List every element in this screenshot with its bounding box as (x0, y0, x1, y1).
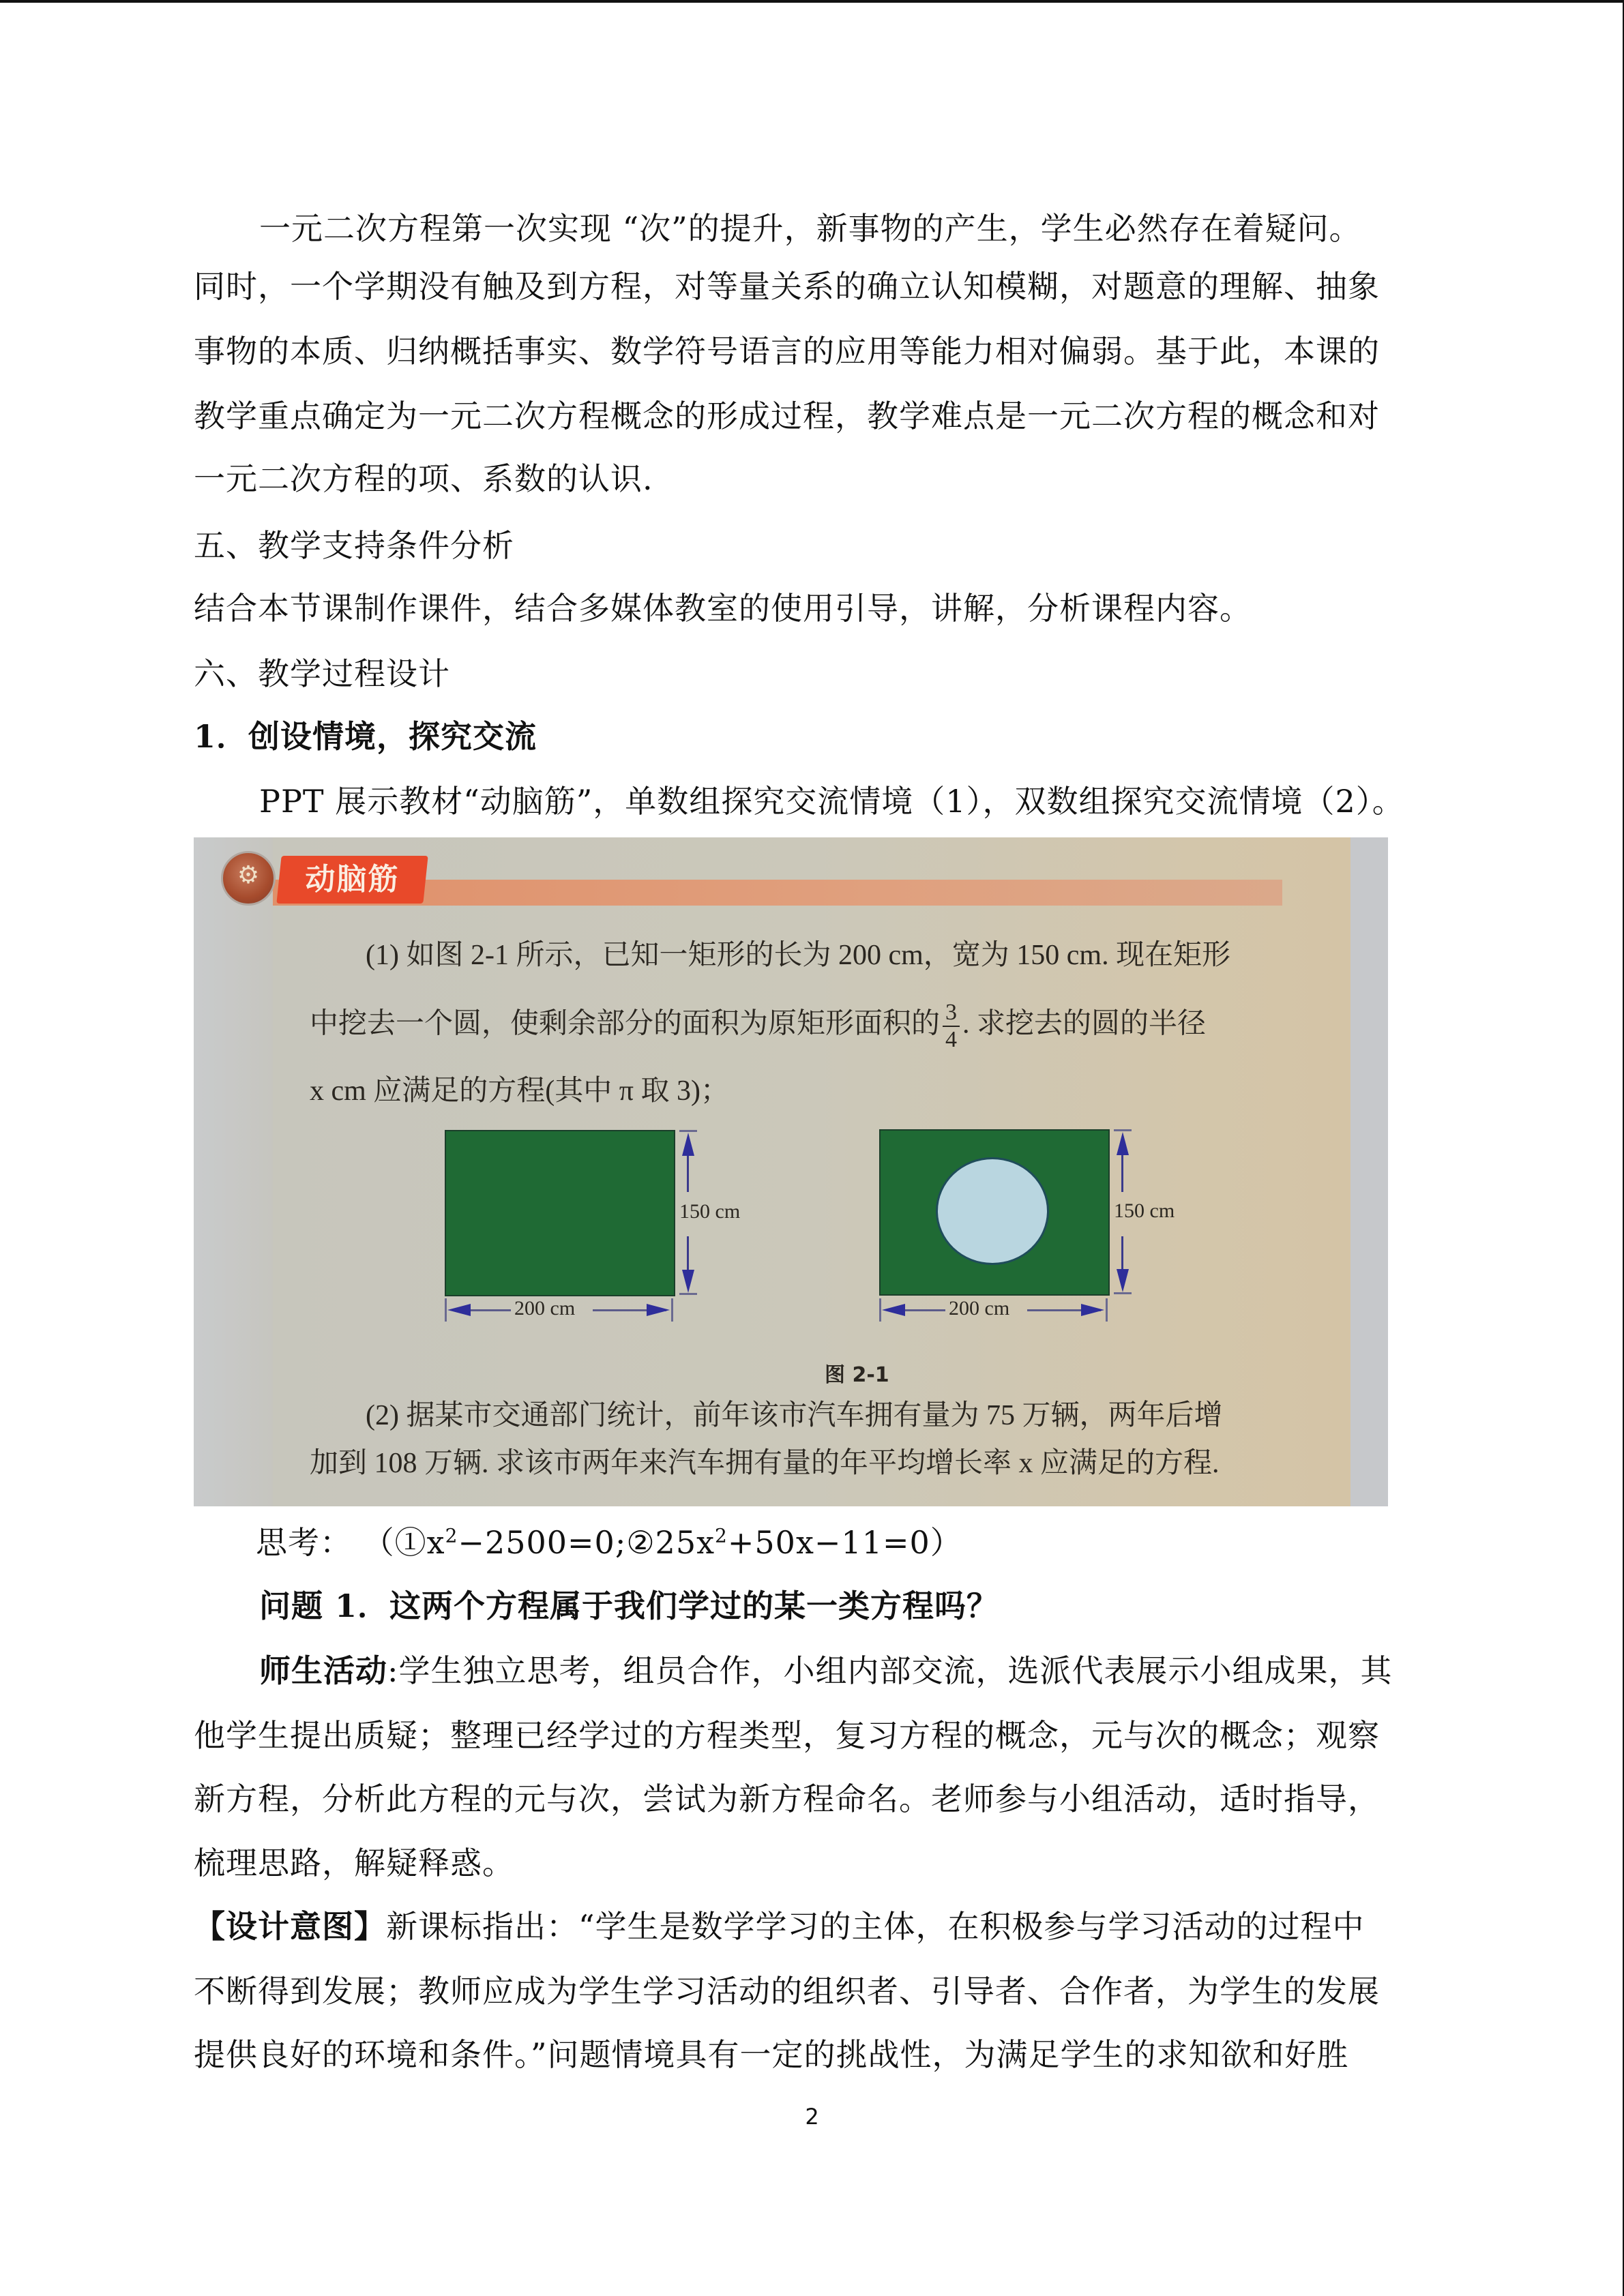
width-label-2: 200 cm (949, 1297, 1010, 1320)
exponent: 2 (445, 1524, 458, 1547)
section-6-heading: 六、教学过程设计 (194, 655, 450, 692)
activity-line-4: 梳理思路，解疑释惑。 (194, 1845, 514, 1881)
textbook-photo (194, 837, 1388, 1506)
think-label: 思考： (256, 1524, 352, 1561)
intro-line-4: 教学重点确定为一元二次方程概念的形成过程，教学难点是一元二次方程的概念和对 (194, 398, 1380, 434)
arrow-left-icon (882, 1304, 905, 1316)
arrow-right-icon (1081, 1304, 1104, 1316)
activity-text-1: :学生独立思考，组员合作，小组内部交流，选派代表展示小组成果，其 (387, 1652, 1393, 1689)
arrow-left-icon (447, 1304, 471, 1316)
tick-left-2 (879, 1298, 881, 1322)
gears-icon: ⚙ (221, 851, 276, 906)
think-line (256, 1522, 962, 1563)
fraction-numerator: 3 (943, 1000, 960, 1027)
equation-2-rest: +50x−11=0） (727, 1524, 962, 1561)
design-intent-label: 【设计意图】 (194, 1908, 386, 1945)
width-label: 200 cm (514, 1297, 576, 1320)
section-5-heading: 五、教学支持条件分析 (194, 527, 514, 564)
activity-label: 师生活动 (259, 1652, 387, 1689)
think-equations (363, 1524, 962, 1561)
tick-top-2 (1114, 1129, 1132, 1131)
fraction-three-quarters (943, 1000, 960, 1053)
problem-1-line-1: (1) 如图 2-1 所示，已知一矩形的长为 200 cm，宽为 150 cm. 现在矩形 (366, 940, 1231, 971)
tick-right-2 (1106, 1298, 1108, 1322)
intro-line-1: 一元二次方程第一次实现 “次”的提升，新事物的产生，学生必然存在着疑问。 (259, 210, 1361, 247)
intro-line-3: 事物的本质、归纳概括事实、数学符号语言的应用等能力相对偏弱。基于此，本课的 (194, 333, 1380, 370)
exponent: 2 (715, 1524, 728, 1547)
design-intent-line-3: 提供良好的环境和条件。”问题情境具有一定的挑战性，为满足学生的求知欲和好胜 (194, 2036, 1349, 2073)
section-badge (276, 856, 428, 904)
green-rectangle (445, 1130, 675, 1296)
intro-line-2: 同时，一个学期没有触及到方程，对等量关系的确立认知模糊，对题意的理解、抽象 (194, 268, 1380, 305)
arrow-right-icon (647, 1304, 670, 1316)
height-label: 150 cm (679, 1200, 741, 1223)
tick-right (671, 1298, 673, 1322)
tick-top (679, 1130, 697, 1132)
photo-right-margin (1350, 837, 1388, 1506)
intro-line-5: 一元二次方程的项、系数的认识. (194, 460, 653, 497)
problem-1-line-3: x cm 应满足的方程(其中 π 取 3)； (310, 1075, 729, 1107)
activity-line-1 (259, 1650, 1393, 1691)
problem-1-text-a: 中挖去一个圆，使剩余部分的面积为原矩形面积的 (310, 1008, 941, 1040)
page-top-border (0, 0, 1624, 3)
circle-hole (936, 1157, 1049, 1265)
design-intent-line-1 (194, 1906, 1365, 1947)
equation-1-start: （①x (362, 1524, 445, 1561)
photo-left-margin (194, 837, 273, 1506)
figure-caption: 图 2-1 (825, 1363, 889, 1387)
activity-line-3: 新方程，分析此方程的元与次，尝试为新方程命名。老师参与小组活动，适时指导， (194, 1780, 1380, 1817)
problem-2-line-2: 加到 108 万辆. 求该市两年来汽车拥有量的年平均增长率 x 应满足的方程. (310, 1448, 1220, 1479)
page-number: 2 (805, 2104, 819, 2130)
arrow-up-icon (682, 1133, 694, 1156)
arrow-down-icon (1117, 1269, 1129, 1292)
problem-2-line-1: (2) 据某市交通部门统计，前年该市汽车拥有量为 75 万辆，两年后增 (366, 1400, 1223, 1431)
question-1: 问题 1．这两个方程属于我们学过的某一类方程吗？ (259, 1587, 999, 1624)
tick-bottom-2 (1114, 1292, 1132, 1294)
arrow-up-icon (1117, 1132, 1129, 1155)
design-intent-line-2: 不断得到发展；教师应成为学生学习活动的组织者、引导者、合作者，为学生的发展 (194, 1973, 1380, 2010)
equation-1-rest: −2500=0;②25x (458, 1524, 715, 1561)
tick-bottom (679, 1293, 697, 1295)
problem-1-line-2 (310, 1000, 1206, 1053)
height-label-2: 150 cm (1114, 1199, 1175, 1222)
design-intent-text-1: 新课标指出：“学生是数学学习的主体，在积极参与学习活动的过程中 (386, 1908, 1365, 1945)
step-1-intro: PPT 展示教材“动脑筋”，单数组探究交流情境（1），双数组探究交流情境（2）。 (259, 783, 1404, 820)
activity-line-2: 他学生提出质疑；整理已经学过的方程类型，复习方程的概念，元与次的概念；观察 (194, 1717, 1380, 1754)
tick-left (445, 1298, 447, 1322)
arrow-down-icon (682, 1270, 694, 1293)
section-5-body: 结合本节课制作课件，结合多媒体教室的使用引导，讲解，分析课程内容。 (194, 590, 1252, 627)
section-badge-label: 动脑筋 (305, 862, 400, 897)
problem-1-text-b: . 求挖去的圆的半径 (962, 1008, 1207, 1040)
fraction-denominator: 4 (945, 1027, 958, 1052)
step-1-heading: 1．创设情境，探究交流 (194, 718, 537, 755)
